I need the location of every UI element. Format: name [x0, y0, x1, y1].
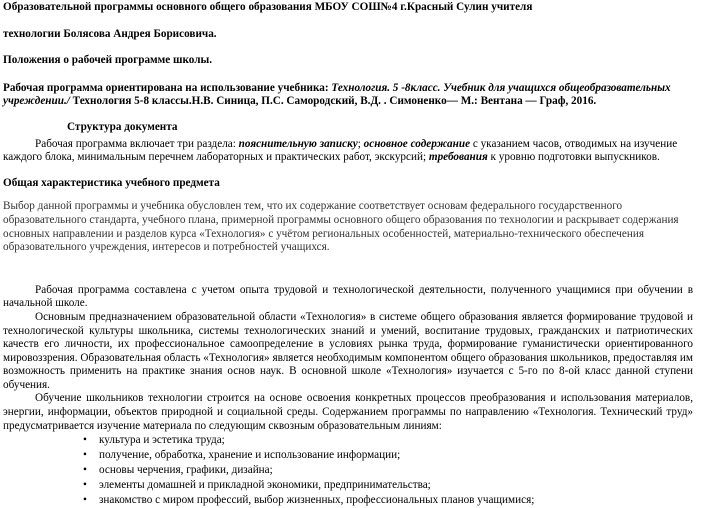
general-paragraph: Выбор данной программы и учебника обусловлен тем, что их содержание соответствует основам федерального государственного образовательного стандарта, учебного плана, примерной программы основного общего образования по технологии и раскрывает содержания основных направлении и разделов курса «Технология» с учётом региональных особенностей, материально-технического обеспечения образовательного учреждения, интересов и потребностей учащихся. [3, 200, 679, 254]
textbook-lead: Рабочая программа ориентирована на использование учебника: [3, 81, 329, 94]
structure-text-1: Рабочая программа включает три раздела: [35, 137, 239, 150]
document-page [0, 1, 697, 508]
structure-title: Структура документа [67, 120, 178, 133]
structure-text-2: ; [357, 137, 364, 150]
header-line-regulation: Положения о рабочей программе школы. [3, 54, 213, 67]
structure-paragraph [3, 138, 693, 165]
structure-text-4: к уровню подготовки выпускников. [487, 151, 660, 164]
structure-section-content: основное содержание [363, 137, 471, 150]
list-item: • культура и эстетика труда; [3, 433, 693, 448]
body-paragraph-training: Обучение школьников технологии строится на основе освоения конкретных процессов преобразования и использования материалов, энергии, информации, объектов природной и социальной среды. Содержанием программы по направлению «Технология. Технический труд» предусматривается изучение материала по следующим сквозным образовательным линиям: [3, 392, 693, 432]
structure-section-explanatory: пояснительную записку [238, 137, 358, 150]
header-line-program: Образовательной программы основного общего образования МБОУ СОШ№4 г.Красный Сулин учителя [3, 1, 533, 13]
general-title: Общая характеристика учебного предмета [3, 176, 220, 189]
structure-text-3: с указанием часов, отводимых на изучение каждого блока, минимальным перечнем лабораторных и практических работ, экскурсий; [3, 137, 678, 164]
educational-lines-list [3, 433, 693, 508]
body-paragraph-experience: Рабочая программа составлена с учетом опыта трудовой и технологической деятельности, полученного учащимися при обучении в начальной школе. [3, 283, 693, 310]
body-paragraph-purpose: Основным предназначением образовательной области «Технология» в системе общего образования является формирование трудовой и технологической культуры школьника, системы технологических знаний и умений, воспитание трудовых, гражданских и патриотических качеств его личности, их профессиональное самоопределение в условиях рынка труда, формирование гуманистически ориентированного мировоззрения. Образовательная область «Технология» является необходимым компонентом общего образования школьников, предоставляя им возможность применить на практике знания основ наук. В основной школе «Технология» изучается с 5-го по 8-ой класс данной ступени обучения. [3, 310, 693, 391]
textbook-paragraph [3, 82, 693, 109]
structure-section-requirements: требования [428, 151, 488, 164]
list-item: • получение, обработка, хранение и использование информации; [3, 448, 693, 463]
textbook-title: Технология. 5 -8класс. Учебник для учащихся общеобразовательных учреждении./ [3, 81, 671, 108]
list-item: • знакомство с миром профессий, выбор жизненных, профессиональных планов учащимися; [3, 493, 693, 508]
list-item: • основы черчения, графики, дизайна; [3, 463, 693, 478]
textbook-authors: Технология 5-8 классы.Н.В. Синица, П.С. Самородский, В.Д. . Симоненко— М.: Вентана — Граф, 2016. [69, 95, 597, 108]
list-item: • элементы домашней и прикладной экономики, предпринимательства; [3, 478, 693, 493]
header-line-teacher: технологии Болясова Андрея Борисовича. [3, 27, 217, 40]
